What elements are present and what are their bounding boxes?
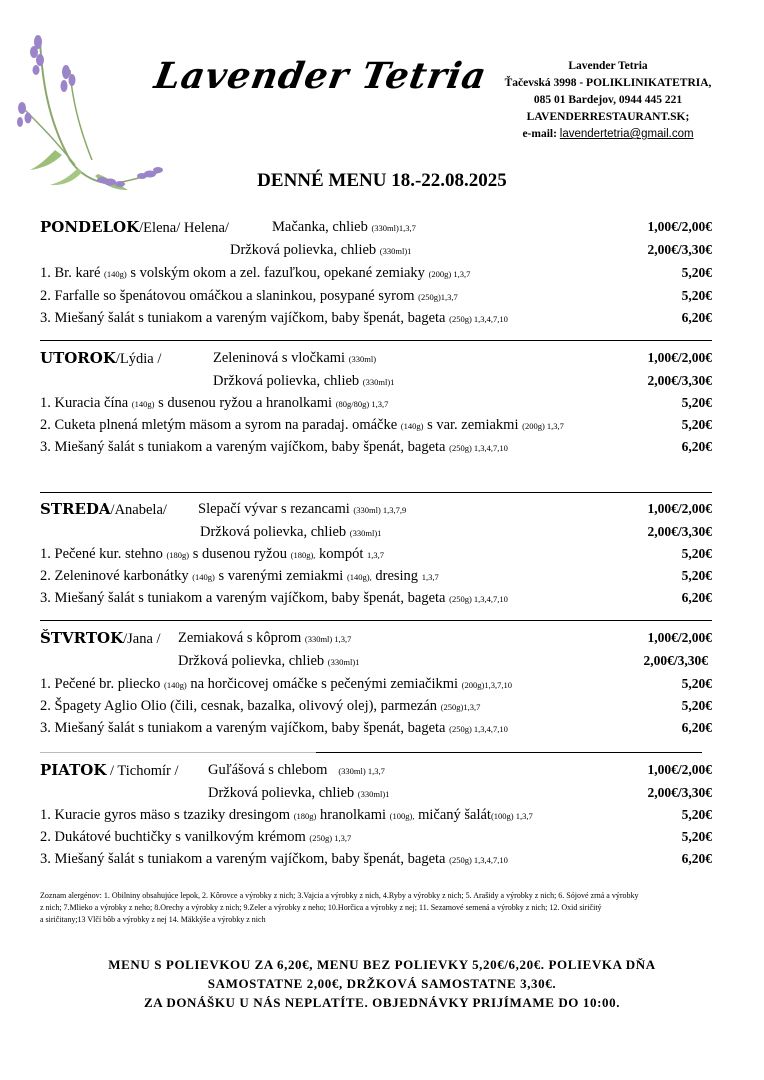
allergens-list (40, 890, 720, 926)
name-day: / Tichomír / (110, 763, 179, 779)
meal-item: 1. Kuracie gyros mäso s tzaziky dresingom (180g) hranolkami (100g), mičaný šalát(100g) 1,3,7 (40, 807, 533, 823)
footer-line: ZA DONÁŠKU U NÁS NEPLATÍTE. OBJEDNÁVKY PRIJÍMAME DO 10:00. (143, 995, 621, 1010)
price: 5,20€ (681, 265, 712, 280)
soup-item: Mačanka, chlieb (330ml)1,3,7 (272, 219, 416, 235)
price: 5,20€ (681, 395, 712, 410)
meal-item: 1. Pečené kur. stehno (180g) s dusenou ryžou (180g), kompót 1,3,7 (40, 546, 384, 562)
day-row-tue (40, 348, 161, 369)
contact-city-phone: 085 01 Bardejov, 0944 445 221 (533, 94, 683, 106)
divider (40, 752, 316, 753)
price: 5,20€ (681, 698, 712, 713)
name-day: /Jana / (123, 631, 161, 647)
soup-item: Držková polievka, chlieb (330ml)1 (230, 242, 412, 258)
price: 5,20€ (681, 417, 712, 432)
meal-item: 2. Farfalle so špenátovou omáčkou a slaninkou, posypané syrom (250g)1,3,7 (40, 288, 458, 304)
name-day: /Anabela/ (110, 502, 167, 518)
soup-item: Slepačí vývar s rezancami (330ml) 1,3,7,9 (198, 501, 407, 517)
email-label: e-mail: (522, 128, 557, 140)
price: 2,00€/3,30€ (647, 373, 712, 388)
contact-name: Lavender Tetria (568, 60, 648, 72)
divider (40, 340, 712, 341)
price: 1,00€/2,00€ (647, 350, 712, 365)
name-day: /Lýdia / (115, 351, 162, 367)
name-day: /Elena/ Helena/ (139, 220, 229, 236)
meal-item: 3. Miešaný šalát s tuniakom a vareným vajíčkom, baby špenát, bageta (250g) 1,3,4,7,10 (40, 720, 508, 736)
day-row-wed (40, 499, 167, 520)
price: 2,00€/3,30€ (643, 653, 708, 668)
divider (40, 620, 712, 621)
email-link[interactable]: lavendertetria@gmail.com (559, 128, 694, 140)
contact-block (488, 58, 728, 143)
meal-item: 2. Špagety Aglio Olio (čili, cesnak, bazalka, olivový olej), parmezán (250g)1,3,7 (40, 698, 481, 714)
soup-item: Držková polievka, chlieb (330ml)1 (200, 524, 382, 540)
price: 5,20€ (681, 546, 712, 561)
price: 5,20€ (681, 288, 712, 303)
price: 2,00€/3,30€ (647, 242, 712, 257)
day-row-thu (40, 628, 161, 649)
price: 1,00€/2,00€ (647, 219, 712, 234)
price: 5,20€ (681, 568, 712, 583)
price: 1,00€/2,00€ (647, 762, 712, 777)
footer-note (0, 955, 764, 1012)
price: 6,20€ (681, 851, 712, 866)
menu-title: DENNÉ MENU 18.-22.08.2025 (257, 170, 507, 191)
divider (40, 492, 712, 493)
footer-line: SAMOSTATNE 2,00€, DRŽKOVÁ SAMOSTATNE 3,30€. (207, 976, 557, 991)
price: 6,20€ (681, 720, 712, 735)
divider (316, 752, 702, 753)
footer-line: MENU S POLIEVKOU ZA 6,20€, MENU BEZ POLIEVKY 5,20€/6,20€. POLIEVKA DŇA (108, 957, 656, 972)
allergens-line: Zoznam alergénov: 1. Obilniny obsahujúce lepok, 2. Kôrovce a výrobky z nich; 3.Vajcia a výrobky z nich, 4.Ryby a výrobky z nich; 5. Arašidy a výrobky z nich; 6. Sójové zrná a výrobky (40, 891, 639, 900)
meal-item: 1. Br. karé (140g) s volským okom a zel. fazuľkou, opekané zemiaky (200g) 1,3,7 (40, 265, 471, 281)
price: 2,00€/3,30€ (647, 524, 712, 539)
day-row-mon (40, 217, 229, 238)
meal-item: 3. Miešaný šalát s tuniakom a vareným vajíčkom, baby špenát, bageta (250g) 1,3,4,7,10 (40, 439, 508, 455)
meal-item: 2. Cuketa plnená mletým mäsom a syrom na paradaj. omáčke (140g) s var. zemiakmi (200g) 1,3,7 (40, 417, 564, 433)
contact-email-row (488, 126, 728, 143)
soup-item: Guľášová s chlebom (330ml) 1,3,7 (208, 762, 385, 778)
meal-item: 1. Kuracia čína (140g) s dusenou ryžou a hranolkami (80g/80g) 1,3,7 (40, 395, 389, 411)
price: 1,00€/2,00€ (647, 630, 712, 645)
meal-item: 1. Pečené br. pliecko (140g) na horčicovej omáčke s pečenými zemiačikmi (200g)1,3,7,10 (40, 676, 512, 692)
soup-item: Držková polievka, chlieb (330ml)1 (208, 785, 390, 801)
allergens-line: a siričitany;13 Vlčí bôb a výrobky z nej 14. Mäkkýše a výrobky z nich (40, 915, 266, 924)
brand-wordmark: Lavender Tetria (151, 55, 491, 97)
day-row-fri (40, 760, 179, 781)
contact-address: Ťačevská 3998 - POLIKLINIKATETRIA, (504, 77, 712, 89)
meal-item: 3. Miešaný šalát s tuniakom a vareným vajíčkom, baby špenát, bageta (250g) 1,3,4,7,10 (40, 590, 508, 606)
day-name: PONDELOK (40, 218, 140, 236)
price: 2,00€/3,30€ (647, 785, 712, 800)
day-name: STREDA (40, 500, 111, 518)
day-name: ŠTVRTOK (40, 629, 124, 647)
allergens-line: z nich; 7.Mlieko a výrobky z neho; 8.Orechy a výrobky z nich; 9.Zeler a výrobky z neho; 10.Horčica a výrobky z nej; 11. Sezamové semená a výrobky z nich; 12. Oxid siričitý (40, 903, 602, 912)
price: 6,20€ (681, 310, 712, 325)
price: 6,20€ (681, 590, 712, 605)
soup-item: Držková polievka, chlieb (330ml)1 (213, 373, 395, 389)
soup-item: Zemiaková s kôprom (330ml) 1,3,7 (178, 630, 352, 646)
meal-item: 3. Miešaný šalát s tuniakom a vareným vajíčkom, baby špenát, bageta (250g) 1,3,4,7,10 (40, 310, 508, 326)
soup-item: Držková polievka, chlieb (330ml)1 (178, 653, 360, 669)
price: 1,00€/2,00€ (647, 501, 712, 516)
price: 5,20€ (681, 676, 712, 691)
price: 6,20€ (681, 439, 712, 454)
day-name: PIATOK (40, 761, 107, 779)
price: 5,20€ (681, 807, 712, 822)
meal-item: 2. Zeleninové karbonátky (140g) s varenými zemiakmi (140g), dresing 1,3,7 (40, 568, 439, 584)
price: 5,20€ (681, 829, 712, 844)
meal-item: 2. Dukátové buchtičky s vanilkovým krémom (250g) 1,3,7 (40, 829, 352, 845)
meal-item: 3. Miešaný šalát s tuniakom a vareným vajíčkom, baby špenát, bageta (250g) 1,3,4,7,10 (40, 851, 508, 867)
contact-website: LAVENDERRESTAURANT.SK; (526, 111, 690, 123)
day-name: UTOROK (40, 349, 116, 367)
soup-item: Zeleninová s vločkami (330ml) (213, 350, 377, 366)
